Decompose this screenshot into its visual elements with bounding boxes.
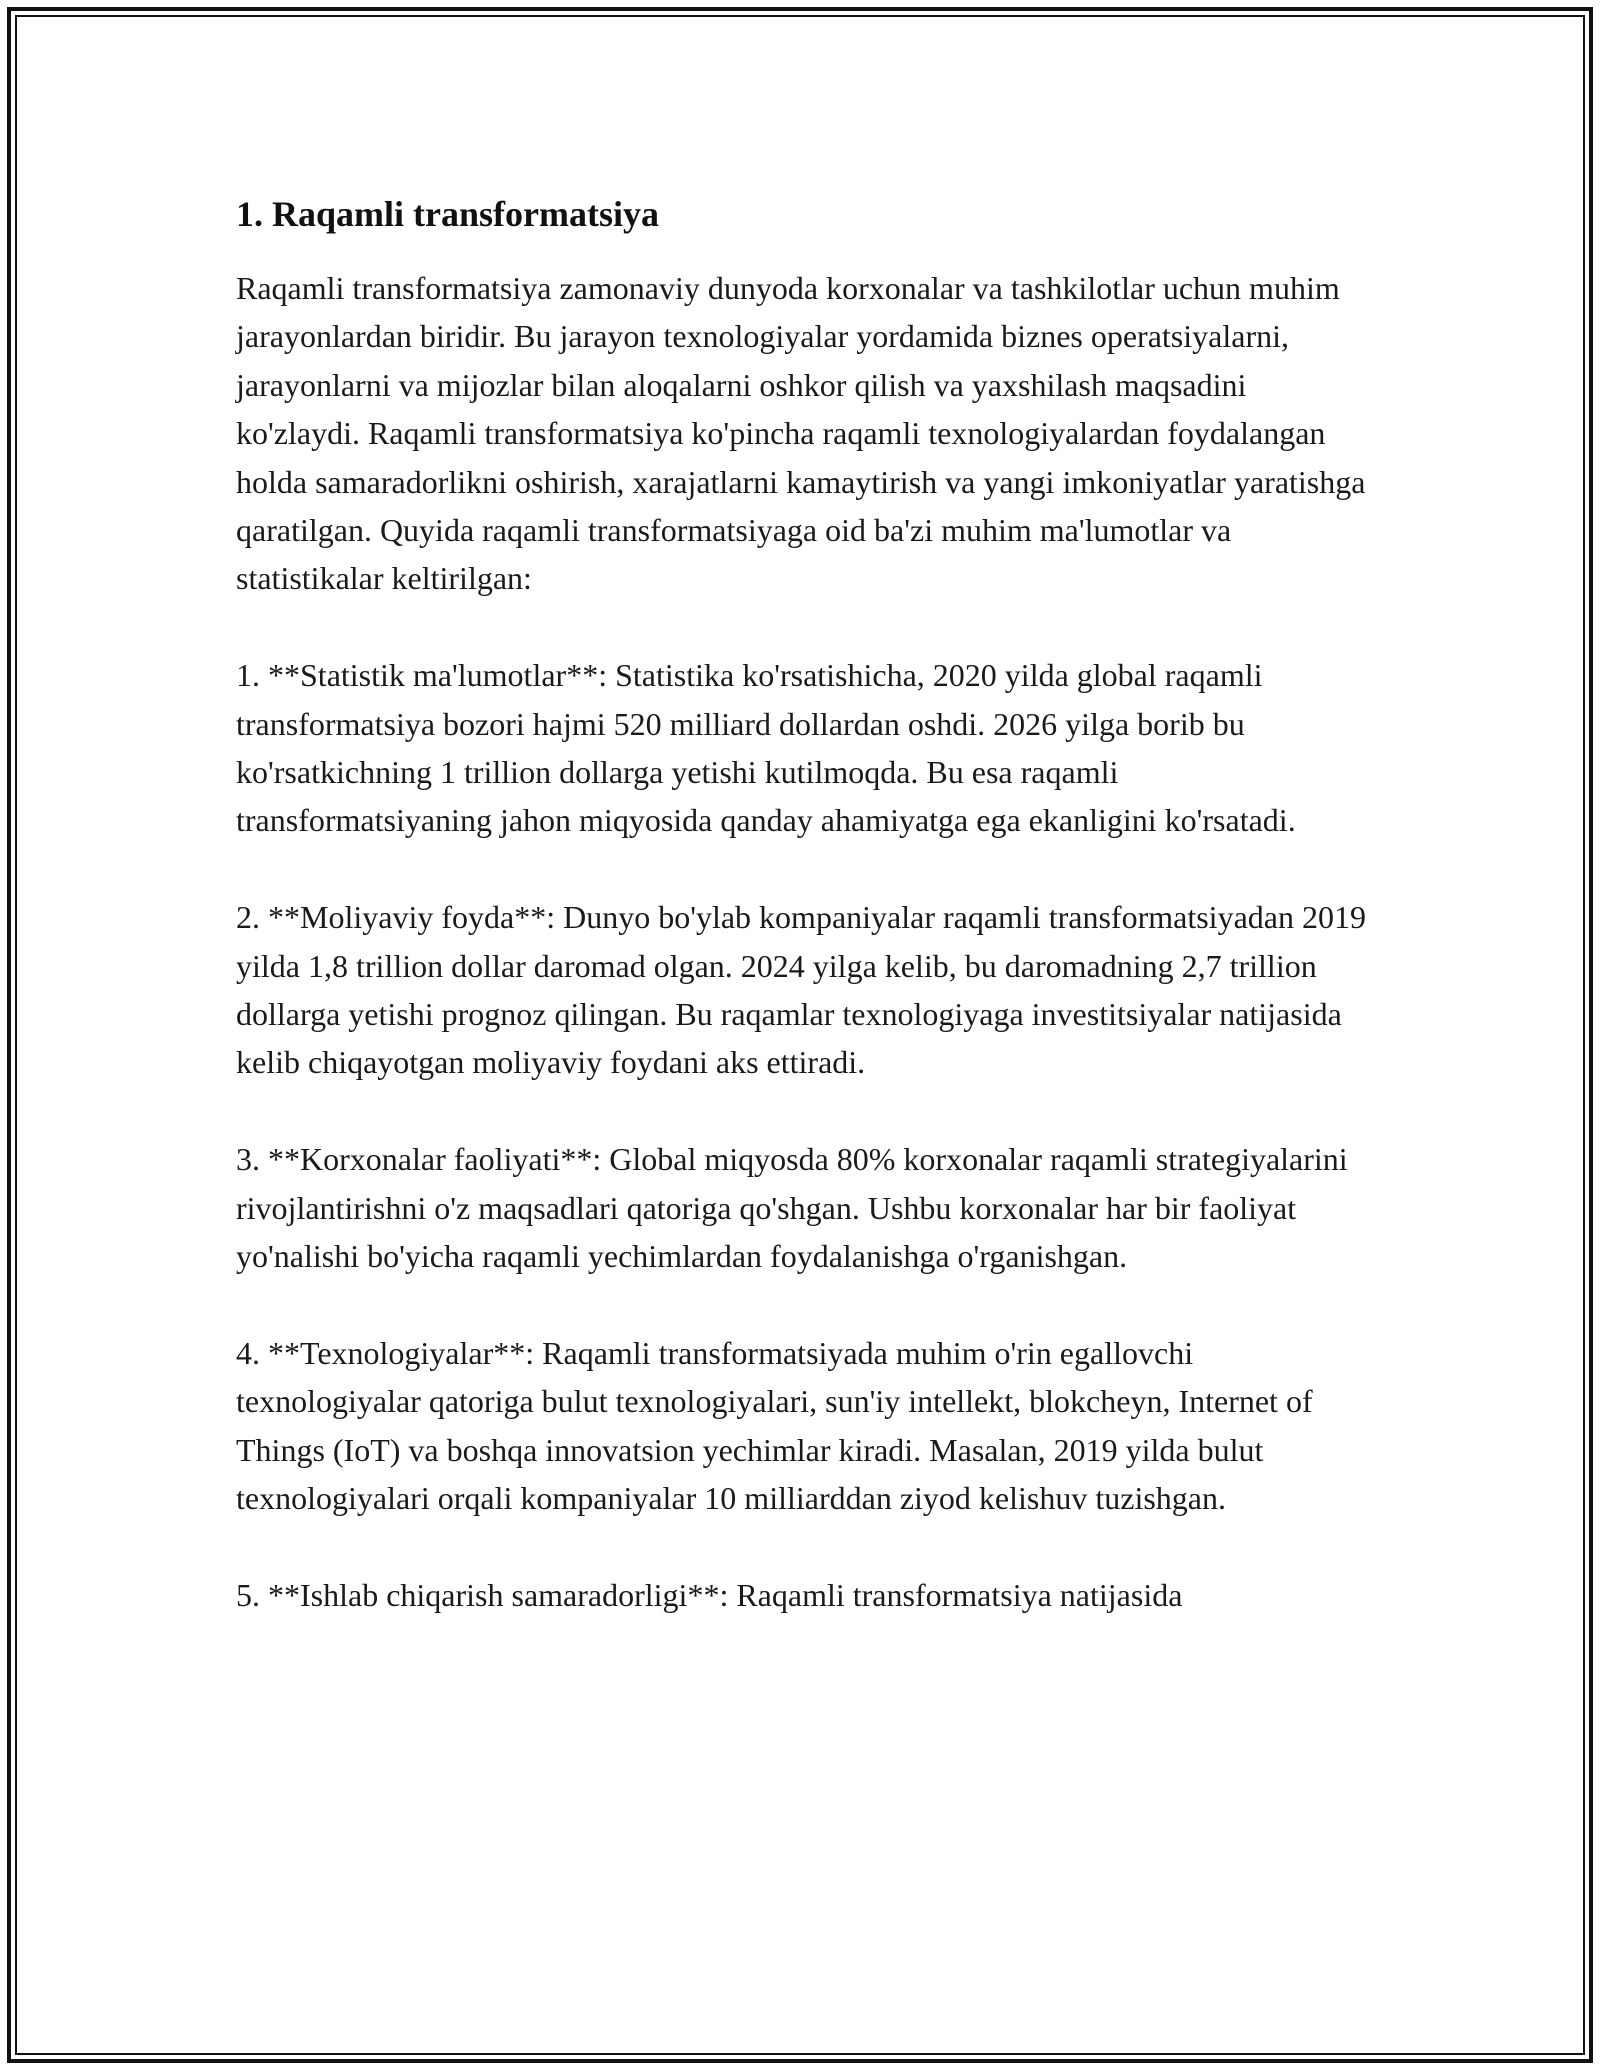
section-heading: 1. Raqamli transformatsiya [236,194,659,234]
document-body [236,190,1376,1619]
list-item-financial-benefit: 2. **Moliyaviy foyda**: Dunyo bo'ylab kompaniyalar raqamli transformatsiyadan 2019 yilda 1,8 trillion dollar daromad olgan. 2024 yilga kelib, bu daromadning 2,7 trillion dollarga yetishi prognoz qilingan. Bu raqamlar texnologiyaga investitsiyalar natijasida kelib chiqayotgan moliyaviy foydani aks ettiradi. [236,899,1366,1081]
list-item-business-activity: 3. **Korxonalar faoliyati**: Global miqyosda 80% korxonalar raqamli strategiyalarini rivojlantirishni o'z maqsadlari qatoriga qo'shgan. Ushbu korxonalar har bir faoliyat yo'nalishi bo'yicha raqamli yechimlardan foydalanishga o'rganishgan. [236,1141,1348,1275]
list-item-statistics: 1. **Statistik ma'lumotlar**: Statistika ko'rsatishicha, 2020 yilda global raqamli transformatsiya bozori hajmi 520 milliard dollardan oshdi. 2026 yilga borib bu ko'rsatkichning 1 trillion dollarga yetishi kutilmoqda. Bu esa raqamli transformatsiyaning jahon miqyosida qanday ahamiyatga ega ekanligini ko'rsatadi. [236,657,1296,839]
list-item-technologies: 4. **Texnologiyalar**: Raqamli transformatsiyada muhim o'rin egallovchi texnologiyalar qatoriga bulut texnologiyalari, sun'iy intellekt, blokcheyn, Internet of Things (IoT) va boshqa innovatsion yechimlar kiradi. Masalan, 2019 yilda bulut texnologiyalari orqali kompaniyalar 10 milliarddan ziyod kelishuv tuzishgan. [236,1334,1313,1517]
intro-paragraph: Raqamli transformatsiya zamonaviy dunyoda korxonalar va tashkilotlar uchun muhim jarayonlardan biridir. Bu jarayon texnologiyalar yordamida biznes operatsiyalarni, jarayonlarni va mijozlar bilan aloqalarni oshkor qilish va yaxshilash maqsadini ko'zlaydi. Raqamli transformatsiya ko'pincha raqamli texnologiyalardan foydalangan holda samaradorlikni oshirish, xarajatlarni kamaytirish va yangi imkoniyatlar yaratishga qaratilgan. Quyida raqamli transformatsiyaga oid ba'zi muhim ma'lumotlar va statistikalar keltirilgan: [236,270,1366,597]
list-item-production-efficiency: 5. **Ishlab chiqarish samaradorligi**: Raqamli transformatsiya natijasida [236,1576,1183,1613]
